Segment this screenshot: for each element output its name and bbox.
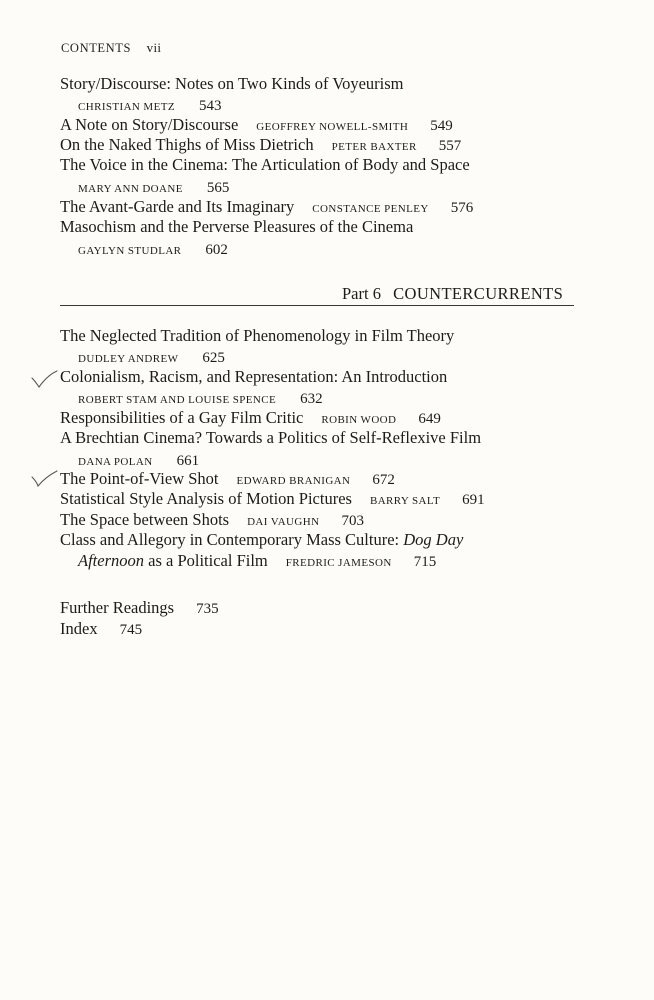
pencil-checkmark-icon [30, 370, 58, 390]
toc-entry-title [60, 326, 454, 346]
toc-back-matter-entry [60, 598, 219, 618]
entry-page: 703 [341, 513, 364, 529]
toc-entry-byline [78, 95, 221, 115]
toc-entry-byline [78, 450, 199, 470]
entry-page: 745 [119, 622, 143, 638]
toc-entry [60, 489, 485, 509]
toc-entry [60, 510, 364, 530]
toc-entry [60, 135, 461, 155]
entry-page: 715 [413, 554, 437, 570]
entry-title: The Neglected Tradition of Phenomenology in Film Theory [60, 326, 455, 345]
toc-entry-title [60, 367, 447, 387]
running-head-label: CONTENTS [61, 41, 132, 55]
entry-title: The Avant-Garde and Its Imaginary [60, 197, 295, 216]
entry-title: Colonialism, Racism, and Representation: An Introduction [60, 367, 448, 386]
pencil-checkmark-icon [30, 470, 58, 490]
entry-title-italic: Dog Day [403, 530, 464, 549]
entry-title: A Brechtian Cinema? Towards a Politics of Self-Reflexive Film [60, 428, 482, 447]
entry-page: 735 [196, 601, 219, 617]
entry-title: Statistical Style Analysis of Motion Pictures [60, 489, 352, 508]
entry-page: 632 [300, 391, 323, 407]
entry-title: A Note on Story/Discourse [60, 115, 239, 134]
entry-title: Index [60, 619, 98, 638]
toc-entry [60, 408, 441, 428]
entry-title: as a Political Film [144, 551, 268, 570]
entry-author: GAYLYN STUDLAR [78, 245, 182, 257]
entry-page: 691 [462, 492, 485, 508]
entry-author: BARRY SALT [369, 495, 441, 507]
toc-entry [60, 197, 473, 217]
entry-author: DUDLEY ANDREW [78, 353, 179, 365]
part-title: COUNTERCURRENTS [393, 284, 564, 303]
toc-entry-continuation [78, 551, 436, 571]
entry-page: 557 [438, 138, 462, 154]
entry-title: Masochism and the Perverse Pleasures of the Cinema [60, 217, 414, 236]
entry-page: 549 [430, 118, 453, 134]
entry-page: 602 [205, 242, 228, 258]
entry-author: CHRISTIAN METZ [78, 101, 175, 113]
running-head-page: vii [146, 40, 162, 55]
entry-title-italic: Afternoon [78, 551, 144, 570]
entry-page: 649 [418, 411, 441, 427]
entry-author: DANA POLAN [78, 456, 153, 468]
toc-entry-title [60, 428, 481, 448]
entry-title: Story/Discourse: Notes on Two Kinds of Voyeurism [60, 74, 404, 93]
entry-author: ROBIN WOOD [321, 414, 397, 426]
entry-title: The Point-of-View Shot [60, 469, 219, 488]
entry-author: DAI VAUGHN [247, 516, 320, 528]
entry-author: GEOFFREY NOWELL-SMITH [256, 121, 409, 133]
part-number: Part 6 [342, 284, 381, 303]
toc-entry-title [60, 217, 413, 237]
toc-entry-byline [78, 239, 228, 259]
entry-page: 672 [372, 472, 395, 488]
entry-title: Further Readings [60, 598, 175, 617]
entry-author: ROBERT STAM AND LOUISE SPENCE [78, 394, 277, 406]
entry-title: Class and Allegory in Contemporary Mass Culture: [60, 530, 404, 549]
entry-title: The Voice in the Cinema: The Articulation of Body and Space [60, 155, 470, 174]
entry-author: PETER BAXTER [331, 141, 417, 153]
toc-entry-byline [78, 177, 229, 197]
entry-page: 625 [202, 350, 225, 366]
toc-entry-title [60, 74, 404, 94]
part-divider [60, 305, 574, 306]
entry-page: 565 [206, 180, 230, 196]
entry-author: FREDRIC JAMESON [285, 557, 392, 569]
toc-entry-byline [78, 388, 323, 408]
entry-page: 661 [176, 453, 200, 469]
entry-page: 543 [198, 98, 222, 114]
toc-entry [60, 469, 395, 489]
entry-author: MARY ANN DOANE [78, 183, 183, 195]
entry-author: EDWARD BRANIGAN [236, 475, 351, 487]
part-heading [342, 284, 563, 304]
entry-page: 576 [450, 200, 474, 216]
toc-entry-byline [78, 347, 225, 367]
entry-title: The Space between Shots [60, 510, 230, 529]
toc-entry-title [60, 530, 463, 550]
toc-entry-title [60, 155, 470, 175]
entry-title: Responsibilities of a Gay Film Critic [60, 408, 304, 427]
toc-entry [60, 115, 453, 135]
entry-title: On the Naked Thighs of Miss Dietrich [60, 135, 314, 154]
entry-author: CONSTANCE PENLEY [312, 203, 429, 215]
running-head [61, 40, 161, 56]
toc-back-matter-entry [60, 619, 142, 639]
